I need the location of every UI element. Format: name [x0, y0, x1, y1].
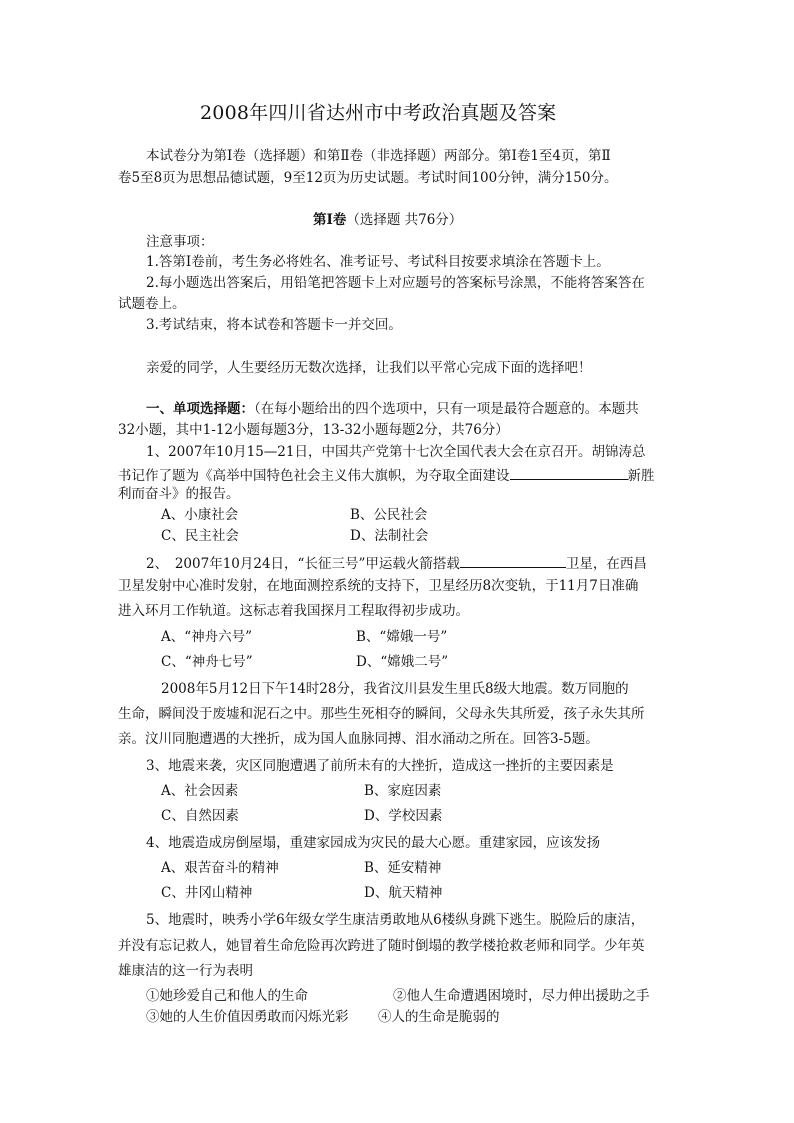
- q5-statement-1: ①她珍爱自己和他人的生命: [146, 988, 308, 1004]
- q1-option-c: C、民主社会: [161, 528, 239, 544]
- q1-line-2-post: 新胜: [627, 468, 655, 484]
- q4-option-b: B、延安精神: [364, 860, 442, 876]
- q2-line-3: 进入环月工作轨道。这标志着我国探月工程取得初步成功。: [118, 603, 469, 619]
- q3-option-d: D、学校因素: [364, 808, 443, 824]
- q2-line-2: 卫星发射中心准时发射，在地面测控系统的支持下，卫星经历8次变轨，于11月7日准确: [118, 578, 639, 594]
- q3-option-b: B、家庭因素: [364, 783, 442, 799]
- part1-heading-bold: 一、单项选择题：: [146, 401, 254, 417]
- q2-line-1-pre: 2、 2007年10月24日，“长征三号”甲运载火箭搭载: [146, 556, 460, 572]
- q4-option-c: C、井冈山精神: [161, 885, 253, 901]
- q4-line-1: 4、地震造成房倒屋塌，重建家园成为灾民的最大心愿。重建家园，应该发扬: [146, 835, 601, 851]
- notes-heading: 注意事项：: [146, 234, 214, 250]
- intro-line-2: 卷5至8页为思想品德试题，9至12页为历史试题。考试时间100分钟，满分150分。: [118, 170, 618, 186]
- q1-option-b: B、公民社会: [350, 507, 428, 523]
- q5-statement-2: ②他人生命遭遇困境时，尽力伸出援助之手: [393, 988, 650, 1004]
- q1-option-a: A、小康社会: [161, 507, 239, 523]
- q1-line-3: 利而奋斗》的报告。: [118, 486, 240, 502]
- section-heading-bold: 第Ⅰ卷: [313, 212, 347, 228]
- section-heading: [313, 214, 462, 228]
- q5-line-2: 并没有忘记救人，她冒着生命危险再次跨进了随时倒塌的教学楼抢救老师和同学。少年英: [118, 938, 645, 954]
- note-3: 3.考试结束，将本试卷和答题卡一并交回。: [146, 317, 402, 333]
- q1-line-1: 1、2007年10月15—21日，中国共产党第十七次全国代表大会在京召开。胡锦涛总: [146, 444, 646, 460]
- q4-option-d: D、航天精神: [364, 885, 443, 901]
- q5-line-1: 5、地震时，映秀小学6年级女学生康洁勇敢地从6楼纵身跳下逃生。脱险后的康洁，: [146, 912, 645, 928]
- q2-option-b: B、“嫦娥一号”: [356, 629, 448, 645]
- encouragement: 亲爱的同学，人生要经历无数次选择，让我们以平常心完成下面的选择吧！: [146, 360, 592, 376]
- part1-heading: [146, 403, 639, 417]
- q3-line-1: 3、地震来袭，灾区同胞遭遇了前所未有的大挫折，造成这一挫折的主要因素是: [146, 758, 614, 774]
- q1-line-2-pre: 书记作了题为《高举中国特色社会主义伟大旗帜，为夺取全面建设: [118, 468, 510, 484]
- intro-line-1: 本试卷分为第Ⅰ卷（选择题）和第Ⅱ卷（非选择题）两部分。第Ⅰ卷1至4页，第Ⅱ: [146, 148, 611, 164]
- q2-line-1: [146, 555, 647, 572]
- q1-answer-blank: [510, 467, 628, 480]
- section-heading-rest: （选择题 共76分）: [346, 212, 463, 228]
- q2-option-c: C、“神舟七号”: [161, 654, 253, 670]
- q2-answer-blank: [460, 555, 566, 568]
- q5-statement-3: ③她的人生价值因勇敢而闪烁光彩: [146, 1009, 349, 1025]
- q2-line-1-post: 卫星，在西昌: [565, 556, 647, 572]
- note-1: 1.答第Ⅰ卷前，考生务必将姓名、准考证号、考试科目按要求填涂在答题卡上。: [146, 254, 610, 270]
- q3-option-a: A、社会因素: [161, 783, 239, 799]
- note-2a: 2.每小题选出答案后，用铅笔把答题卡上对应题号的答案标号涂黑，不能将答案答在: [146, 275, 645, 291]
- q1-line-2: [118, 467, 655, 484]
- passage-line-3: 亲。汶川同胞遭遇的大挫折，成为国人血脉同搏、泪水涌动之所在。回答3-5题。: [118, 731, 599, 747]
- q1-option-d: D、法制社会: [350, 528, 429, 544]
- passage-line-1: 2008年5月12日下午14时28分，我省汶川县发生里氏8级大地震。数万同胞的: [161, 681, 629, 697]
- part1-heading-line2: 32小题，其中1-12小题每题3分，13-32小题每题2分，共76分）: [118, 422, 509, 438]
- note-2b: 试题卷上。: [118, 296, 186, 312]
- page-title: 2008年四川省达州市中考政治真题及答案: [200, 102, 557, 124]
- q3-option-c: C、自然因素: [161, 808, 239, 824]
- q5-statement-4: ④人的生命是脆弱的: [378, 1009, 500, 1025]
- q2-option-a: A、“神舟六号”: [161, 629, 253, 645]
- q2-option-d: D、“嫦娥二号”: [356, 654, 449, 670]
- q4-option-a: A、艰苦奋斗的精神: [161, 860, 279, 876]
- q5-line-3: 雄康洁的这一行为表明: [118, 963, 253, 979]
- part1-heading-rest: （在每小题给出的四个选项中，只有一项是最符合题意的。本题共: [254, 401, 639, 417]
- passage-line-2: 生命，瞬间没于废墟和泥石之中。那些生死相夺的瞬间，父母永失其所爱，孩子永失其所: [118, 706, 645, 722]
